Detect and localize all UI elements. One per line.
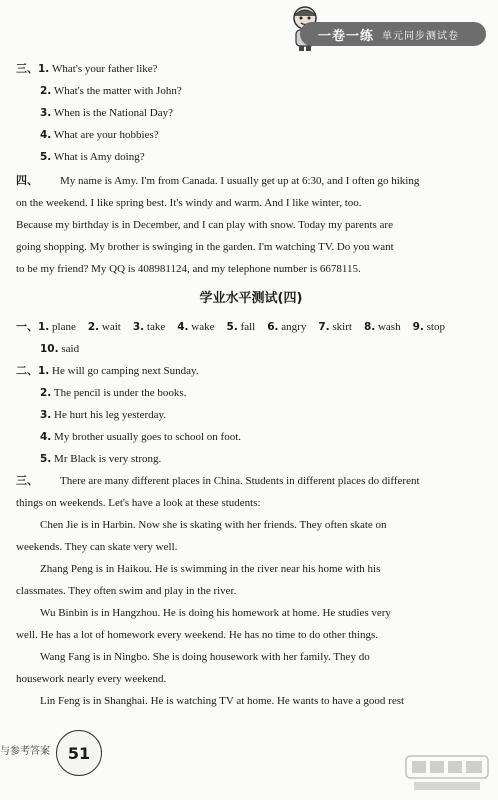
answer-line	[16, 360, 486, 382]
answer-text: My brother usually goes to school on foot.	[54, 431, 242, 443]
answer-text: What's your father like?	[52, 63, 158, 75]
series-banner	[300, 22, 486, 46]
banner-subtitle: 单元同步测试卷	[382, 30, 460, 42]
passage-line: classmates. They often swim and play in the river.	[16, 585, 237, 597]
answer-item: 9. stop	[412, 321, 445, 333]
test4-section-3-passage	[16, 470, 486, 712]
item-number: 4.	[40, 431, 52, 443]
passage-line: going shopping. My brother is swinging in the garden. I'm watching TV. Do you want	[16, 241, 394, 253]
answer-line	[16, 448, 486, 470]
passage-line: housework nearly every weekend.	[16, 673, 167, 685]
answer-text: The pencil is under the books.	[53, 387, 187, 399]
passage-line	[16, 170, 486, 192]
passage-text: My name is Amy. I'm from Canada. I usually get up at 6:30, and I often go hiking	[60, 175, 420, 187]
answer-line	[16, 338, 486, 360]
answer-text: When is the National Day?	[53, 107, 173, 119]
answer-line	[16, 382, 486, 404]
answer-item: 10. said	[40, 343, 80, 355]
test4-section-2	[16, 360, 486, 470]
page-header	[0, 0, 498, 58]
answer-item: 7. skirt	[318, 321, 352, 333]
page-footer	[0, 728, 498, 800]
answer-item: 6. angry	[267, 321, 307, 333]
answer-line	[16, 316, 486, 338]
answer-line	[16, 124, 486, 146]
section-label: 二、	[16, 364, 38, 377]
answer-text: Mr Black is very strong.	[54, 453, 162, 465]
answer-item: 5. fall	[226, 321, 256, 333]
passage-line: well. He has a lot of homework every weekend. He has no time to do other things.	[16, 629, 378, 641]
answer-content	[16, 58, 486, 712]
section-label: 四、	[16, 174, 38, 187]
answer-item: 8. wash	[363, 321, 401, 333]
passage-line: Zhang Peng is in Haikou. He is swimming in the river near his home with his	[40, 563, 381, 575]
passage-line: weekends. They can skate very well.	[16, 541, 178, 553]
section-label: 三、	[16, 474, 38, 487]
item-number: 2.	[40, 85, 52, 97]
item-number: 1.	[38, 365, 50, 377]
passage-line: Wu Binbin is in Hangzhou. He is doing his homework at home. He studies very	[40, 607, 391, 619]
answer-item: 3. take	[132, 321, 166, 333]
passage-line: on the weekend. I like spring best. It's windy and warm. And I like winter, too.	[16, 197, 362, 209]
answer-line	[16, 58, 486, 80]
answer-line	[16, 426, 486, 448]
answer-text: What are your hobbies?	[53, 129, 159, 141]
answer-line	[16, 102, 486, 124]
passage-line: Lin Feng is in Shanghai. He is watching TV at home. He wants to have a good rest	[40, 695, 405, 707]
item-number: 2.	[40, 387, 52, 399]
passage-line: to be my friend? My QQ is 408981124, and my telephone number is 6678115.	[16, 263, 361, 275]
watermark-logo-icon	[404, 752, 490, 796]
section-3-answers	[16, 58, 486, 168]
test-title: 学业水平测试(四)	[199, 291, 303, 306]
item-number: 4.	[40, 129, 52, 141]
section-label: 三、	[16, 62, 38, 75]
answer-text: He hurt his leg yesterday.	[54, 409, 167, 421]
section-4-passage	[16, 170, 486, 280]
passage-line	[16, 470, 486, 492]
page-number: 51	[56, 730, 102, 776]
answer-text: What's the matter with John?	[53, 85, 182, 97]
answer-line	[16, 146, 486, 168]
item-number: 3.	[40, 409, 52, 421]
item-number: 3.	[40, 107, 52, 119]
answer-text: What is Amy doing?	[53, 151, 145, 163]
answer-item: 4. wake	[177, 321, 215, 333]
answer-line	[16, 404, 486, 426]
answer-item: 1. plane	[38, 321, 76, 333]
test4-section-1	[16, 316, 486, 360]
passage-line: Because my birthday is in December, and I can play with snow. Today my parents are	[16, 219, 393, 231]
item-number: 5.	[40, 453, 52, 465]
answer-item: 2. wait	[87, 321, 121, 333]
item-number: 1.	[38, 63, 50, 75]
answer-line	[16, 80, 486, 102]
passage-text: There are many different places in China. Students in different places do different	[60, 475, 420, 487]
passage-line: Wang Fang is in Ningbo. She is doing housework with her family. They do	[40, 651, 370, 663]
banner-title: 一卷一练	[318, 28, 375, 44]
passage-line: things on weekends. Let's have a look at these students:	[16, 497, 261, 509]
item-number: 5.	[40, 151, 52, 163]
section-label: 一、	[16, 320, 38, 333]
footer-label: 与参考答案	[0, 746, 50, 757]
answer-text: He will go camping next Sunday.	[52, 365, 199, 377]
passage-line: Chen Jie is in Harbin. Now she is skating with her friends. They often skate on	[40, 519, 387, 531]
